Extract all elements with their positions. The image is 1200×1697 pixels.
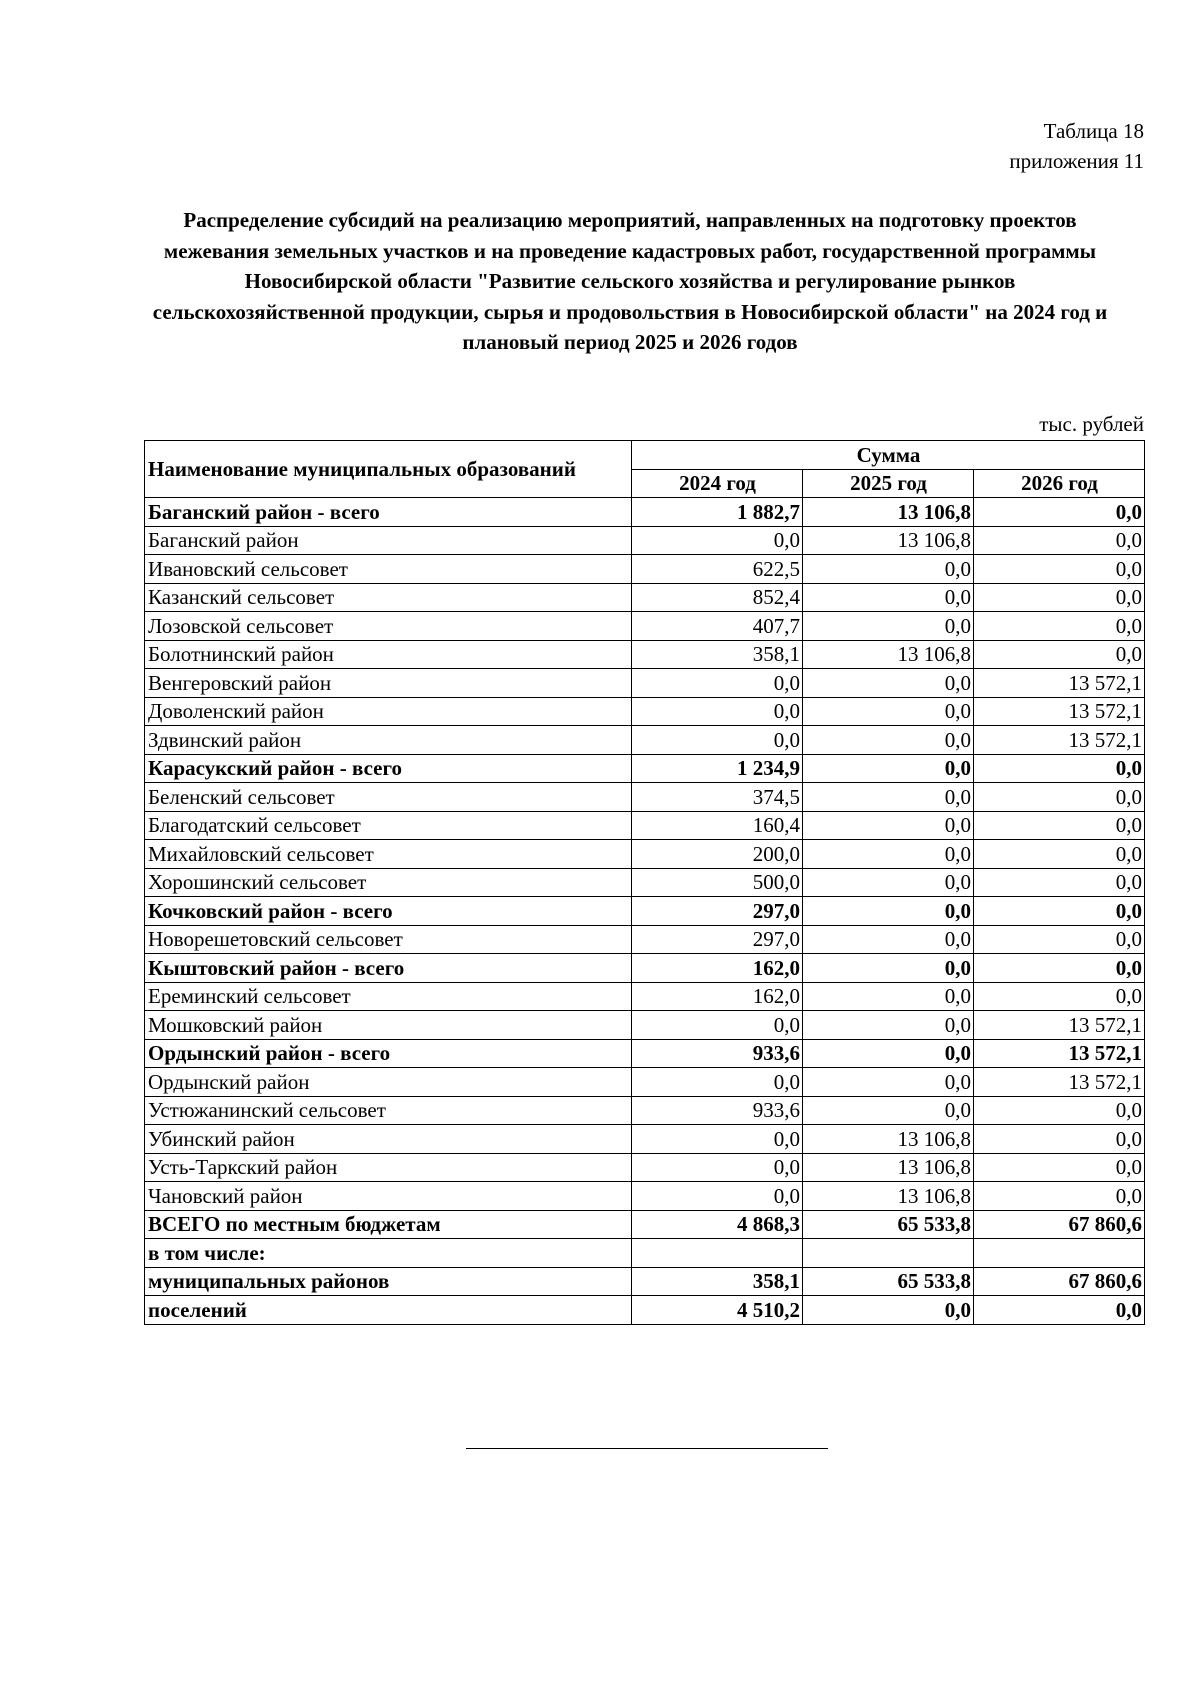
row-value-2025: 0,0 (803, 954, 974, 983)
table-row (145, 897, 1145, 926)
row-name-cell: поселений (145, 1296, 632, 1325)
appendix-label: приложения 11 (1009, 149, 1144, 173)
row-value-2025: 13 106,8 (803, 1125, 974, 1154)
row-value-2026: 0,0 (974, 640, 1145, 669)
row-name-cell: Ордынский район (145, 1068, 632, 1097)
table-row (145, 811, 1145, 840)
row-value-2025: 0,0 (803, 697, 974, 726)
row-value-2025: 0,0 (803, 612, 974, 641)
row-value-2024: 4 868,3 (632, 1210, 803, 1239)
row-value-2024: 0,0 (632, 669, 803, 698)
row-value-2024: 1 882,7 (632, 498, 803, 527)
row-value-2025: 13 106,8 (803, 526, 974, 555)
table-row (145, 1125, 1145, 1154)
row-value-2026: 67 860,6 (974, 1267, 1145, 1296)
row-value-2025: 65 533,8 (803, 1267, 974, 1296)
row-value-2024: 407,7 (632, 612, 803, 641)
table-row (145, 498, 1145, 527)
table-row (145, 697, 1145, 726)
row-value-2026: 0,0 (974, 498, 1145, 527)
row-value-2026: 67 860,6 (974, 1210, 1145, 1239)
footer-divider (466, 1448, 828, 1449)
row-value-2025: 0,0 (803, 583, 974, 612)
row-name-cell: Казанский сельсовет (145, 583, 632, 612)
row-value-2026: 0,0 (974, 1153, 1145, 1182)
row-value-2026: 13 572,1 (974, 1011, 1145, 1040)
row-value-2024: 297,0 (632, 897, 803, 926)
table-row (145, 840, 1145, 869)
table-row (145, 612, 1145, 641)
row-value-2025: 0,0 (803, 783, 974, 812)
row-name-cell: Устюжанинский сельсовет (145, 1096, 632, 1125)
row-value-2024: 358,1 (632, 640, 803, 669)
row-name-cell: Убинский район (145, 1125, 632, 1154)
row-value-2025: 0,0 (803, 1296, 974, 1325)
row-value-2024: 500,0 (632, 868, 803, 897)
row-value-2025: 0,0 (803, 726, 974, 755)
row-value-2024: 4 510,2 (632, 1296, 803, 1325)
row-value-2025: 0,0 (803, 897, 974, 926)
column-header-2026: 2026 год (974, 469, 1145, 498)
row-value-2024: 200,0 (632, 840, 803, 869)
row-value-2025: 0,0 (803, 811, 974, 840)
row-value-2026: 0,0 (974, 954, 1145, 983)
row-value-2026: 0,0 (974, 1296, 1145, 1325)
table-row (145, 669, 1145, 698)
row-name-cell: Хорошинский сельсовет (145, 868, 632, 897)
row-name-cell: Баганский район (145, 526, 632, 555)
table-row (145, 1096, 1145, 1125)
row-name-cell: Кыштовский район - всего (145, 954, 632, 983)
table-row (145, 754, 1145, 783)
row-name-cell: Лозовской сельсовет (145, 612, 632, 641)
column-header-sum: Сумма (632, 441, 1145, 470)
row-value-2024: 162,0 (632, 954, 803, 983)
row-value-2024: 852,4 (632, 583, 803, 612)
row-value-2024 (632, 1239, 803, 1268)
row-value-2025: 0,0 (803, 1039, 974, 1068)
row-name-cell: Мошковский район (145, 1011, 632, 1040)
row-value-2024: 0,0 (632, 1125, 803, 1154)
row-value-2026: 0,0 (974, 1096, 1145, 1125)
row-value-2026: 0,0 (974, 1182, 1145, 1211)
row-value-2025: 0,0 (803, 754, 974, 783)
row-name-cell: Болотнинский район (145, 640, 632, 669)
column-header-name: Наименование муниципальных образований (145, 441, 632, 498)
table-row (145, 640, 1145, 669)
table-row (145, 583, 1145, 612)
row-name-cell: Доволенский район (145, 697, 632, 726)
row-value-2024: 358,1 (632, 1267, 803, 1296)
row-value-2025: 0,0 (803, 555, 974, 584)
table-row (145, 1296, 1145, 1325)
row-name-cell: Новорешетовский сельсовет (145, 925, 632, 954)
row-value-2026: 13 572,1 (974, 726, 1145, 755)
row-value-2026: 13 572,1 (974, 669, 1145, 698)
row-value-2026: 13 572,1 (974, 1039, 1145, 1068)
table-row (145, 1011, 1145, 1040)
row-name-cell: Благодатский сельсовет (145, 811, 632, 840)
document-title: Распределение субсидий на реализацию мероприятий, направленных на подготовку проектов межевания земельных участков и на проведение кадастровых работ, государственной программы Новосибирской области "Развитие сельского хозяйства и регулирование рынков сельскохозяйственной продукции, сырья и продовольствия в Новосибирской области" на 2024 год и плановый период 2025 и 2026 годов (152, 208, 1108, 354)
column-header-2025: 2025 год (803, 469, 974, 498)
row-value-2025: 0,0 (803, 982, 974, 1011)
document-header (1009, 116, 1144, 176)
row-value-2024: 0,0 (632, 1011, 803, 1040)
row-value-2024: 0,0 (632, 1068, 803, 1097)
row-value-2025: 0,0 (803, 868, 974, 897)
row-value-2026: 13 572,1 (974, 697, 1145, 726)
row-value-2024: 1 234,9 (632, 754, 803, 783)
table-row (145, 868, 1145, 897)
row-name-cell: Баганский район - всего (145, 498, 632, 527)
row-value-2024: 374,5 (632, 783, 803, 812)
row-value-2025: 13 106,8 (803, 1153, 974, 1182)
row-name-cell: Ивановский сельсовет (145, 555, 632, 584)
subsidy-table (144, 440, 1145, 1325)
row-name-cell: ВСЕГО по местным бюджетам (145, 1210, 632, 1239)
row-value-2025: 0,0 (803, 669, 974, 698)
table-row (145, 1239, 1145, 1268)
row-name-cell: Ордынский район - всего (145, 1039, 632, 1068)
row-name-cell: Чановский район (145, 1182, 632, 1211)
table-row (145, 1039, 1145, 1068)
row-value-2024: 0,0 (632, 726, 803, 755)
row-name-cell: муниципальных районов (145, 1267, 632, 1296)
row-value-2026: 0,0 (974, 783, 1145, 812)
row-value-2024: 0,0 (632, 1153, 803, 1182)
row-name-cell: Венгеровский район (145, 669, 632, 698)
row-value-2026: 13 572,1 (974, 1068, 1145, 1097)
row-value-2026: 0,0 (974, 811, 1145, 840)
row-value-2025: 0,0 (803, 1096, 974, 1125)
row-value-2024: 933,6 (632, 1096, 803, 1125)
table-row (145, 982, 1145, 1011)
column-header-2024: 2024 год (632, 469, 803, 498)
table-row (145, 1182, 1145, 1211)
row-value-2024: 0,0 (632, 697, 803, 726)
row-value-2026: 0,0 (974, 840, 1145, 869)
row-value-2025: 0,0 (803, 1011, 974, 1040)
table-row (145, 954, 1145, 983)
row-value-2024: 933,6 (632, 1039, 803, 1068)
row-value-2025: 0,0 (803, 925, 974, 954)
table-row (145, 1068, 1145, 1097)
row-name-cell: Здвинский район (145, 726, 632, 755)
table-row (145, 1210, 1145, 1239)
row-value-2024: 162,0 (632, 982, 803, 1011)
row-value-2026: 0,0 (974, 754, 1145, 783)
row-name-cell: Беленский сельсовет (145, 783, 632, 812)
table-body (145, 498, 1145, 1325)
row-value-2026 (974, 1239, 1145, 1268)
table-number-label: Таблица 18 (1043, 119, 1144, 143)
row-value-2025: 13 106,8 (803, 1182, 974, 1211)
units-label: тыс. рублей (1039, 412, 1144, 436)
row-value-2026: 0,0 (974, 925, 1145, 954)
row-value-2026: 0,0 (974, 982, 1145, 1011)
table-row (145, 726, 1145, 755)
row-value-2026: 0,0 (974, 612, 1145, 641)
row-value-2024: 622,5 (632, 555, 803, 584)
row-name-cell: Усть-Таркский район (145, 1153, 632, 1182)
row-value-2025: 0,0 (803, 840, 974, 869)
row-value-2024: 297,0 (632, 925, 803, 954)
row-value-2024: 160,4 (632, 811, 803, 840)
row-name-cell: Кочковский район - всего (145, 897, 632, 926)
row-value-2026: 0,0 (974, 1125, 1145, 1154)
row-name-cell: в том числе: (145, 1239, 632, 1268)
row-value-2026: 0,0 (974, 868, 1145, 897)
table-row (145, 555, 1145, 584)
row-value-2024: 0,0 (632, 526, 803, 555)
row-name-cell: Ереминский сельсовет (145, 982, 632, 1011)
table-row (145, 1267, 1145, 1296)
row-value-2025: 0,0 (803, 1068, 974, 1097)
table-row (145, 526, 1145, 555)
row-value-2025: 13 106,8 (803, 640, 974, 669)
row-value-2026: 0,0 (974, 555, 1145, 584)
row-value-2026: 0,0 (974, 897, 1145, 926)
row-value-2026: 0,0 (974, 583, 1145, 612)
table-row (145, 1153, 1145, 1182)
row-value-2025: 13 106,8 (803, 498, 974, 527)
row-value-2025 (803, 1239, 974, 1268)
row-name-cell: Карасукский район - всего (145, 754, 632, 783)
row-value-2025: 65 533,8 (803, 1210, 974, 1239)
row-value-2026: 0,0 (974, 526, 1145, 555)
row-name-cell: Михайловский сельсовет (145, 840, 632, 869)
row-value-2024: 0,0 (632, 1182, 803, 1211)
table-row (145, 925, 1145, 954)
table-row (145, 783, 1145, 812)
